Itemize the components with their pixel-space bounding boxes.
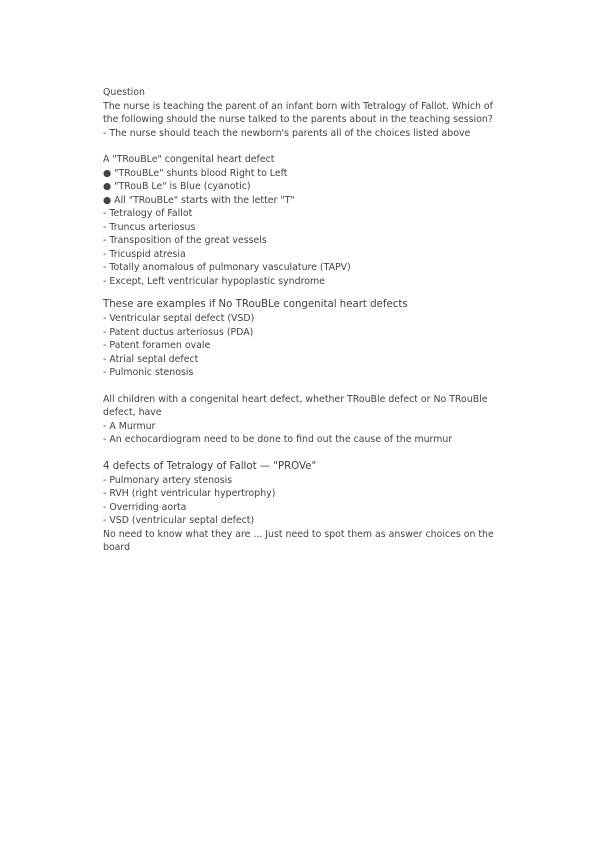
trouble-bullet-3: ● All "TRouBLe" starts with the letter "T" <box>103 194 295 206</box>
trouble-item-tapv: - Totally anomalous of pulmonary vasculature (TAPV) <box>103 262 351 273</box>
tetralogy-item-overriding: - Overriding aorta <box>103 501 187 513</box>
section-spacer <box>103 288 513 298</box>
tetralogy-item-vsd: - VSD (ventricular septal defect) <box>103 515 255 526</box>
document-content <box>103 86 513 555</box>
murmur-item-murmur: - A Murmur <box>103 420 156 432</box>
no-trouble-item-pda: - Patent ductus arteriosus (PDA) <box>103 326 254 338</box>
trouble-item-tricuspid: - Tricuspid atresia <box>103 248 186 260</box>
no-trouble-item-pulmonic: - Pulmonic stenosis <box>103 367 194 378</box>
murmur-item-echo: - An echocardiogram need to be done to find out the cause of the murmur <box>103 434 453 445</box>
question-label: Question <box>103 87 145 98</box>
tetralogy-item-rvh: - RVH (right ventricular hypertrophy) <box>103 488 276 499</box>
question-text: The nurse is teaching the parent of an infant born with Tetralogy of Fallot. Which of the following should the nurse talked to the parents about in the teaching session? <box>103 100 493 125</box>
section-spacer <box>103 447 513 460</box>
question-answer: - The nurse should teach the newborn's parents all of the choices listed above <box>103 127 471 139</box>
murmur-text: All children with a congenital heart defect, whether TRouBle defect or No TRouBle defect, have <box>103 393 488 418</box>
section-spacer <box>103 380 513 393</box>
no-trouble-item-vsd: - Ventricular septal defect (VSD) <box>103 313 255 324</box>
tetralogy-note: No need to know what they are ... Just need to spot them as answer choices on the board <box>103 528 494 553</box>
trouble-heading: A "TRouBLe" congenital heart defect <box>103 154 275 165</box>
tetralogy-heading: 4 defects of Tetralogy of Fallot — "PROVe" <box>103 460 317 472</box>
trouble-item-tetralogy: - Tetralogy of Fallot <box>103 208 193 219</box>
tetralogy-item-pulmonary: - Pulmonary artery stenosis <box>103 474 233 486</box>
trouble-item-except: - Except, Left ventricular hypoplastic syndrome <box>103 275 325 287</box>
trouble-item-truncus: - Truncus arteriosus <box>103 221 196 233</box>
trouble-bullet-2: ● "TRouB Le" is Blue (cyanotic) <box>103 181 251 192</box>
trouble-bullet-1: ● "TRouBLe" shunts blood Right to Left <box>103 167 288 179</box>
trouble-item-transposition: - Transposition of the great vessels <box>103 235 267 246</box>
no-trouble-item-asd: - Atrial septal defect <box>103 353 199 365</box>
section-spacer <box>103 140 513 153</box>
no-trouble-item-pfo: - Patent foramen ovale <box>103 340 211 351</box>
no-trouble-heading: These are examples if No TRouBLe congenital heart defects <box>103 299 408 310</box>
